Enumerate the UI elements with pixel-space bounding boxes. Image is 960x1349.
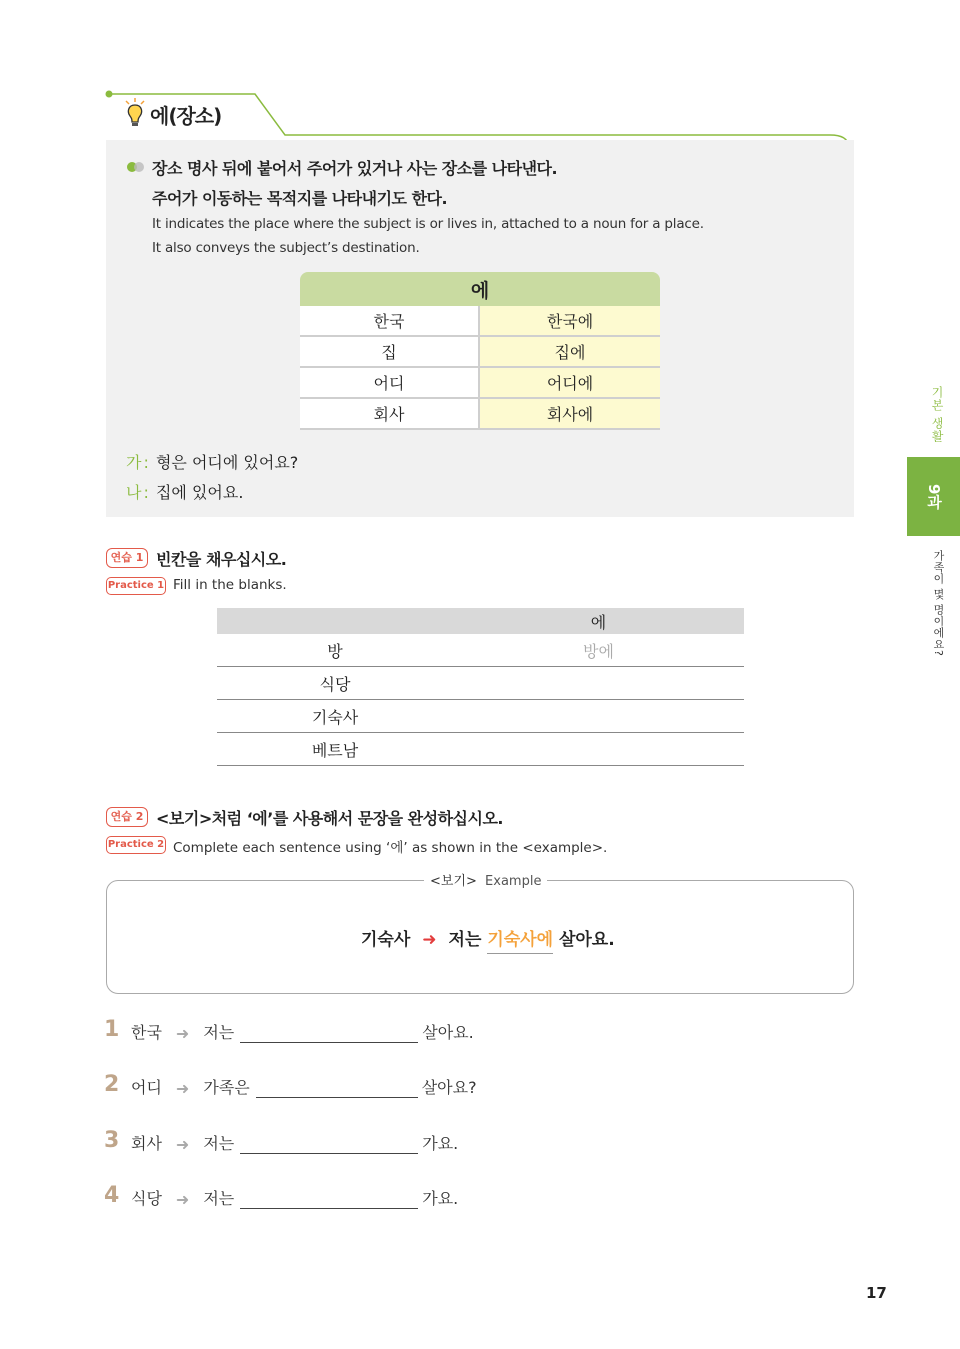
question-ending: 가요. xyxy=(422,1189,459,1208)
side-lesson-tab[interactable]: 9과 xyxy=(907,457,960,536)
grammar-description-en-1: It indicates the place where the subject is or lives in, attached to a noun for a place. xyxy=(152,216,704,232)
example-prefix: 저는 xyxy=(448,930,482,950)
practice2-tag-ko: 연습 2 xyxy=(106,807,148,827)
dialogue-text: 집에 있어요. xyxy=(155,483,244,502)
side-section-label: 기본 생활 xyxy=(930,386,944,443)
question-4 xyxy=(131,1186,458,1209)
dialogue-line-1 xyxy=(126,450,298,473)
practice1-header: 에 xyxy=(453,608,744,634)
practice1-table xyxy=(217,608,744,766)
practice1-answer-example: 방에 xyxy=(453,634,744,667)
question-ending: 살아요. xyxy=(422,1023,474,1042)
grammar-table-header: 에 xyxy=(300,272,660,306)
question-subject: 가족은 xyxy=(203,1078,250,1097)
dialogue-line-2 xyxy=(126,480,243,503)
example-answer: 기숙사에 xyxy=(487,930,553,954)
arrow-right-icon: ➜ xyxy=(175,1135,190,1154)
speaker-label: 나 xyxy=(126,483,142,502)
practice1-answer-blank[interactable] xyxy=(453,733,744,766)
answer-blank[interactable] xyxy=(256,1079,418,1098)
arrow-right-icon: ➜ xyxy=(175,1024,190,1043)
practice2-subtitle: Complete each sentence using ‘에’ as shown in the <example>. xyxy=(173,840,608,856)
practice2-tag-en: Practice 2 xyxy=(106,836,166,854)
practice1-noun: 식당 xyxy=(217,667,453,700)
practice1-title: 빈칸을 채우십시오. xyxy=(156,550,287,569)
table-cell-noun: 집 xyxy=(300,336,479,367)
practice1-answer-blank[interactable] xyxy=(453,700,744,733)
table-cell-noun: 회사 xyxy=(300,398,479,429)
bullet-dots-icon xyxy=(126,161,146,173)
question-subject: 저는 xyxy=(203,1134,235,1153)
question-subject: 저는 xyxy=(203,1189,235,1208)
answer-blank[interactable] xyxy=(240,1024,418,1043)
question-ending: 살아요? xyxy=(421,1078,477,1097)
arrow-right-icon: ➜ xyxy=(422,930,437,950)
table-row xyxy=(217,667,744,700)
grammar-description-en-2: It also conveys the subject’s destination. xyxy=(152,240,420,256)
question-3 xyxy=(131,1131,458,1154)
question-noun: 식당 xyxy=(131,1189,162,1208)
table-cell-noun: 어디 xyxy=(300,367,479,398)
table-row xyxy=(300,367,660,398)
table-row xyxy=(300,336,660,367)
question-ending: 가요. xyxy=(422,1134,459,1153)
grammar-description-ko-1: 장소 명사 뒤에 붙어서 주어가 있거나 사는 장소를 나타낸다. xyxy=(152,159,558,178)
practice1-noun: 기숙사 xyxy=(217,700,453,733)
example-noun: 기숙사 xyxy=(361,930,411,950)
answer-blank[interactable] xyxy=(240,1190,418,1209)
question-2 xyxy=(131,1075,477,1098)
table-row xyxy=(300,306,660,336)
table-row xyxy=(217,634,744,667)
question-noun: 한국 xyxy=(131,1023,162,1042)
speaker-colon: : xyxy=(143,483,149,502)
example-label xyxy=(424,870,547,889)
practice1-subtitle: Fill in the blanks. xyxy=(173,577,287,593)
practice2-title: <보기>처럼 ‘에’를 사용해서 문장을 완성하십시오. xyxy=(156,809,503,828)
table-cell-result: 집에 xyxy=(479,336,660,367)
answer-blank[interactable] xyxy=(240,1135,418,1154)
question-number: 2 xyxy=(104,1072,120,1097)
question-number: 3 xyxy=(104,1128,120,1153)
arrow-right-icon: ➜ xyxy=(175,1079,190,1098)
table-cell-result: 어디에 xyxy=(479,367,660,398)
table-cell-noun: 한국 xyxy=(300,306,479,336)
practice1-tag-en: Practice 1 xyxy=(106,577,166,595)
example-label-en: Example xyxy=(485,874,542,889)
example-sentence xyxy=(361,925,615,950)
table-cell-result: 한국에 xyxy=(479,306,660,336)
table-row xyxy=(300,398,660,429)
grammar-title: 에(장소) xyxy=(150,104,222,128)
practice1-tag-ko: 연습 1 xyxy=(106,548,148,568)
example-label-ko: <보기> xyxy=(430,874,477,889)
page-number: 17 xyxy=(866,1284,887,1302)
arrow-right-icon: ➜ xyxy=(175,1190,190,1209)
speaker-colon: : xyxy=(143,453,149,472)
table-row xyxy=(217,733,744,766)
example-suffix: 살아요. xyxy=(558,930,615,950)
practice1-answer-blank[interactable] xyxy=(453,667,744,700)
question-noun: 어디 xyxy=(131,1078,162,1097)
dialogue-text: 형은 어디에 있어요? xyxy=(155,453,299,472)
practice1-noun: 베트남 xyxy=(217,733,453,766)
lightbulb-icon xyxy=(124,98,146,128)
table-cell-result: 회사에 xyxy=(479,398,660,429)
grammar-description-ko-2: 주어가 이동하는 목적지를 나타내기도 한다. xyxy=(152,189,448,208)
question-noun: 회사 xyxy=(131,1134,162,1153)
question-subject: 저는 xyxy=(203,1023,235,1042)
speaker-label: 가 xyxy=(126,453,142,472)
table-row xyxy=(217,700,744,733)
grammar-table xyxy=(300,272,660,430)
question-number: 1 xyxy=(104,1017,120,1042)
question-1 xyxy=(131,1020,474,1043)
practice1-header-empty xyxy=(217,608,453,634)
question-number: 4 xyxy=(104,1183,120,1208)
side-lesson-title: 가족이 몇 명이에요? xyxy=(932,550,945,657)
practice1-noun: 방 xyxy=(217,634,453,667)
